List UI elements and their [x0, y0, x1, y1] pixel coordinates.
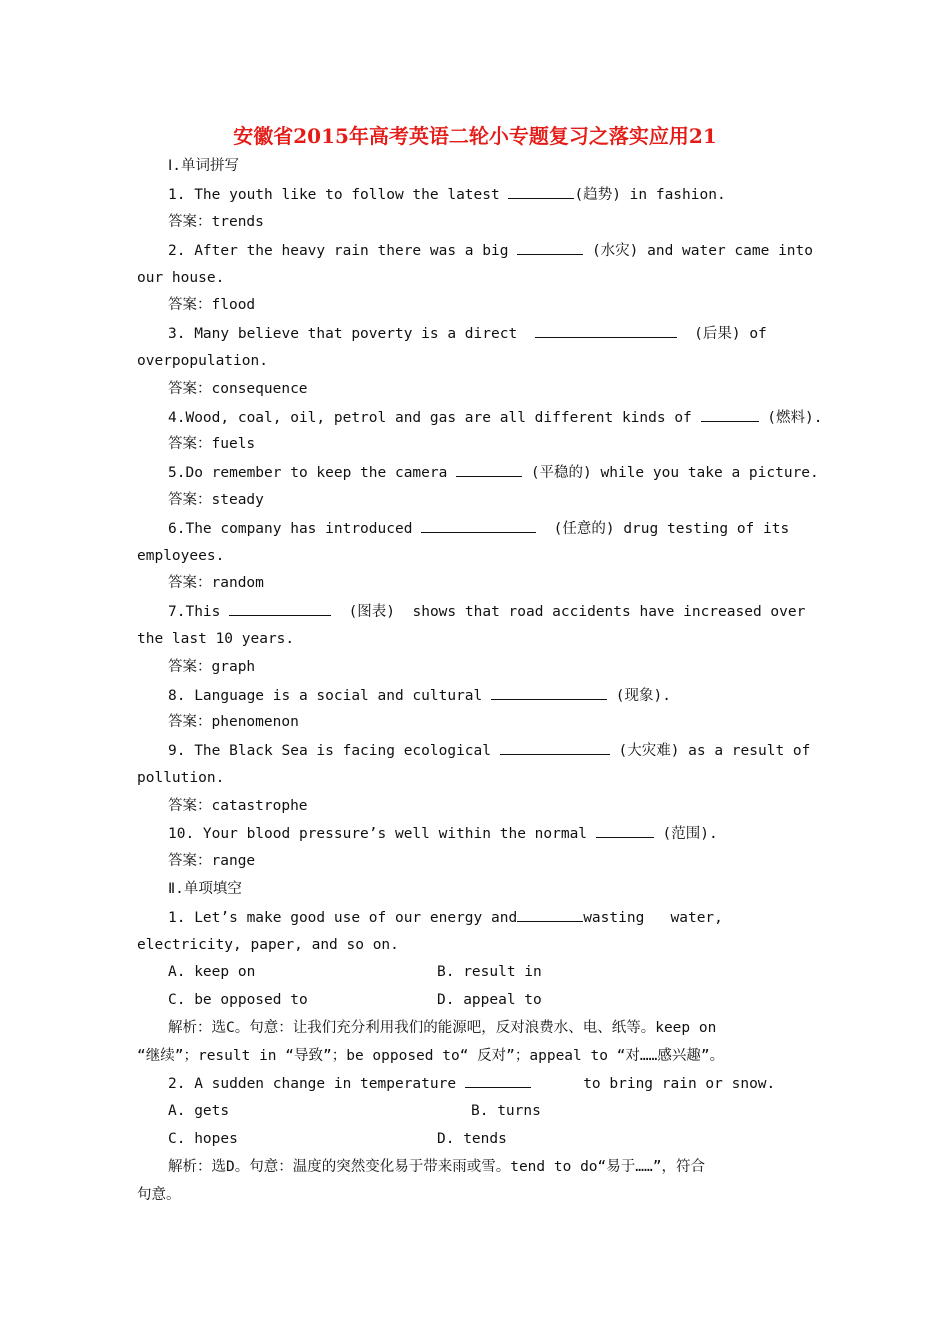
mc1-explanation: 解析：选C。句意：让我们充分利用我们的能源吧，反对浪费水、电、纸等。keep on: [168, 1020, 717, 1036]
question-9: 9. The Black Sea is facing ecological (大灾难) as a result of: [168, 740, 810, 761]
answer-blank: [508, 184, 574, 199]
question-5: 5.Do remember to keep the camera (平稳的) while you take a picture.: [168, 462, 819, 483]
mc1-explanation-cont: “继续”；result in “导致”；be opposed to“ 反对”；appeal to “对……感兴趣”。: [137, 1048, 725, 1064]
answer-2: 答案：flood: [168, 297, 256, 313]
mc-question-1: 1. Let’s make good use of our energy and wasting water,: [168, 907, 723, 928]
question-3: 3. Many believe that poverty is a direct (后果) of: [168, 323, 767, 344]
question-6-cont: employees.: [137, 548, 225, 564]
question-1: 1. The youth like to follow the latest (趋势) in fashion.: [168, 184, 726, 205]
answer-blank: [456, 462, 522, 477]
answer-6: 答案：random: [168, 575, 264, 591]
answer-blank: [421, 518, 536, 533]
mc2-explanation-cont: 句意。: [137, 1187, 181, 1203]
question-2-cont: our house.: [137, 270, 225, 286]
question-8: 8. Language is a social and cultural (现象).: [168, 685, 671, 706]
question-9-cont: pollution.: [137, 770, 225, 786]
section-heading-spelling: Ⅰ.单词拼写: [168, 158, 240, 174]
answer-1: 答案：trends: [168, 214, 264, 230]
answer-10: 答案：range: [168, 853, 256, 869]
answer-3: 答案：consequence: [168, 381, 308, 397]
answer-blank: [465, 1073, 531, 1088]
answer-4: 答案：fuels: [168, 436, 256, 452]
mc2-option-d: D. tends: [437, 1131, 507, 1147]
answer-9: 答案：catastrophe: [168, 798, 308, 814]
mc2-option-c: C. hopes: [168, 1131, 238, 1147]
mc2-option-b: B. turns: [471, 1103, 541, 1119]
page-title: 安徽省2015年高考英语二轮小专题复习之落实应用21: [233, 124, 717, 148]
answer-blank: [535, 323, 677, 338]
mc-question-2: 2. A sudden change in temperature to bring rain or snow.: [168, 1073, 775, 1094]
question-4: 4.Wood, coal, oil, petrol and gas are all different kinds of (燃料).: [168, 407, 822, 428]
question-3-cont: overpopulation.: [137, 353, 268, 369]
answer-blank: [229, 601, 331, 616]
mc1-option-b: B. result in: [437, 964, 542, 980]
question-6: 6.The company has introduced (任意的) drug testing of its: [168, 518, 789, 539]
answer-8: 答案：phenomenon: [168, 714, 299, 730]
answer-blank: [596, 823, 654, 838]
answer-blank: [500, 740, 610, 755]
question-2: 2. After the heavy rain there was a big (水灾) and water came into: [168, 240, 814, 261]
mc2-option-a: A. gets: [168, 1103, 230, 1119]
mc1-option-a: A. keep on: [168, 964, 256, 980]
answer-5: 答案：steady: [168, 492, 264, 508]
mc1-option-c: C. be opposed to: [168, 992, 308, 1008]
question-7: 7.This (图表) shows that road accidents have increased over: [168, 601, 805, 622]
question-10: 10. Your blood pressure’s well within the normal (范围).: [168, 823, 718, 844]
mc1-option-d: D. appeal to: [437, 992, 542, 1008]
mc-question-1-cont: electricity, paper, and so on.: [137, 937, 399, 953]
answer-7: 答案：graph: [168, 659, 256, 675]
mc2-explanation: 解析：选D。句意：温度的突然变化易于带来雨或雪。tend to do“易于……”，符合: [168, 1159, 705, 1175]
question-7-cont: the last 10 years.: [137, 631, 295, 647]
answer-blank: [517, 907, 583, 922]
answer-blank: [701, 407, 759, 422]
answer-blank: [491, 685, 607, 700]
section-heading-multiple-choice: Ⅱ.单项填空: [168, 881, 242, 897]
answer-blank: [517, 240, 583, 255]
